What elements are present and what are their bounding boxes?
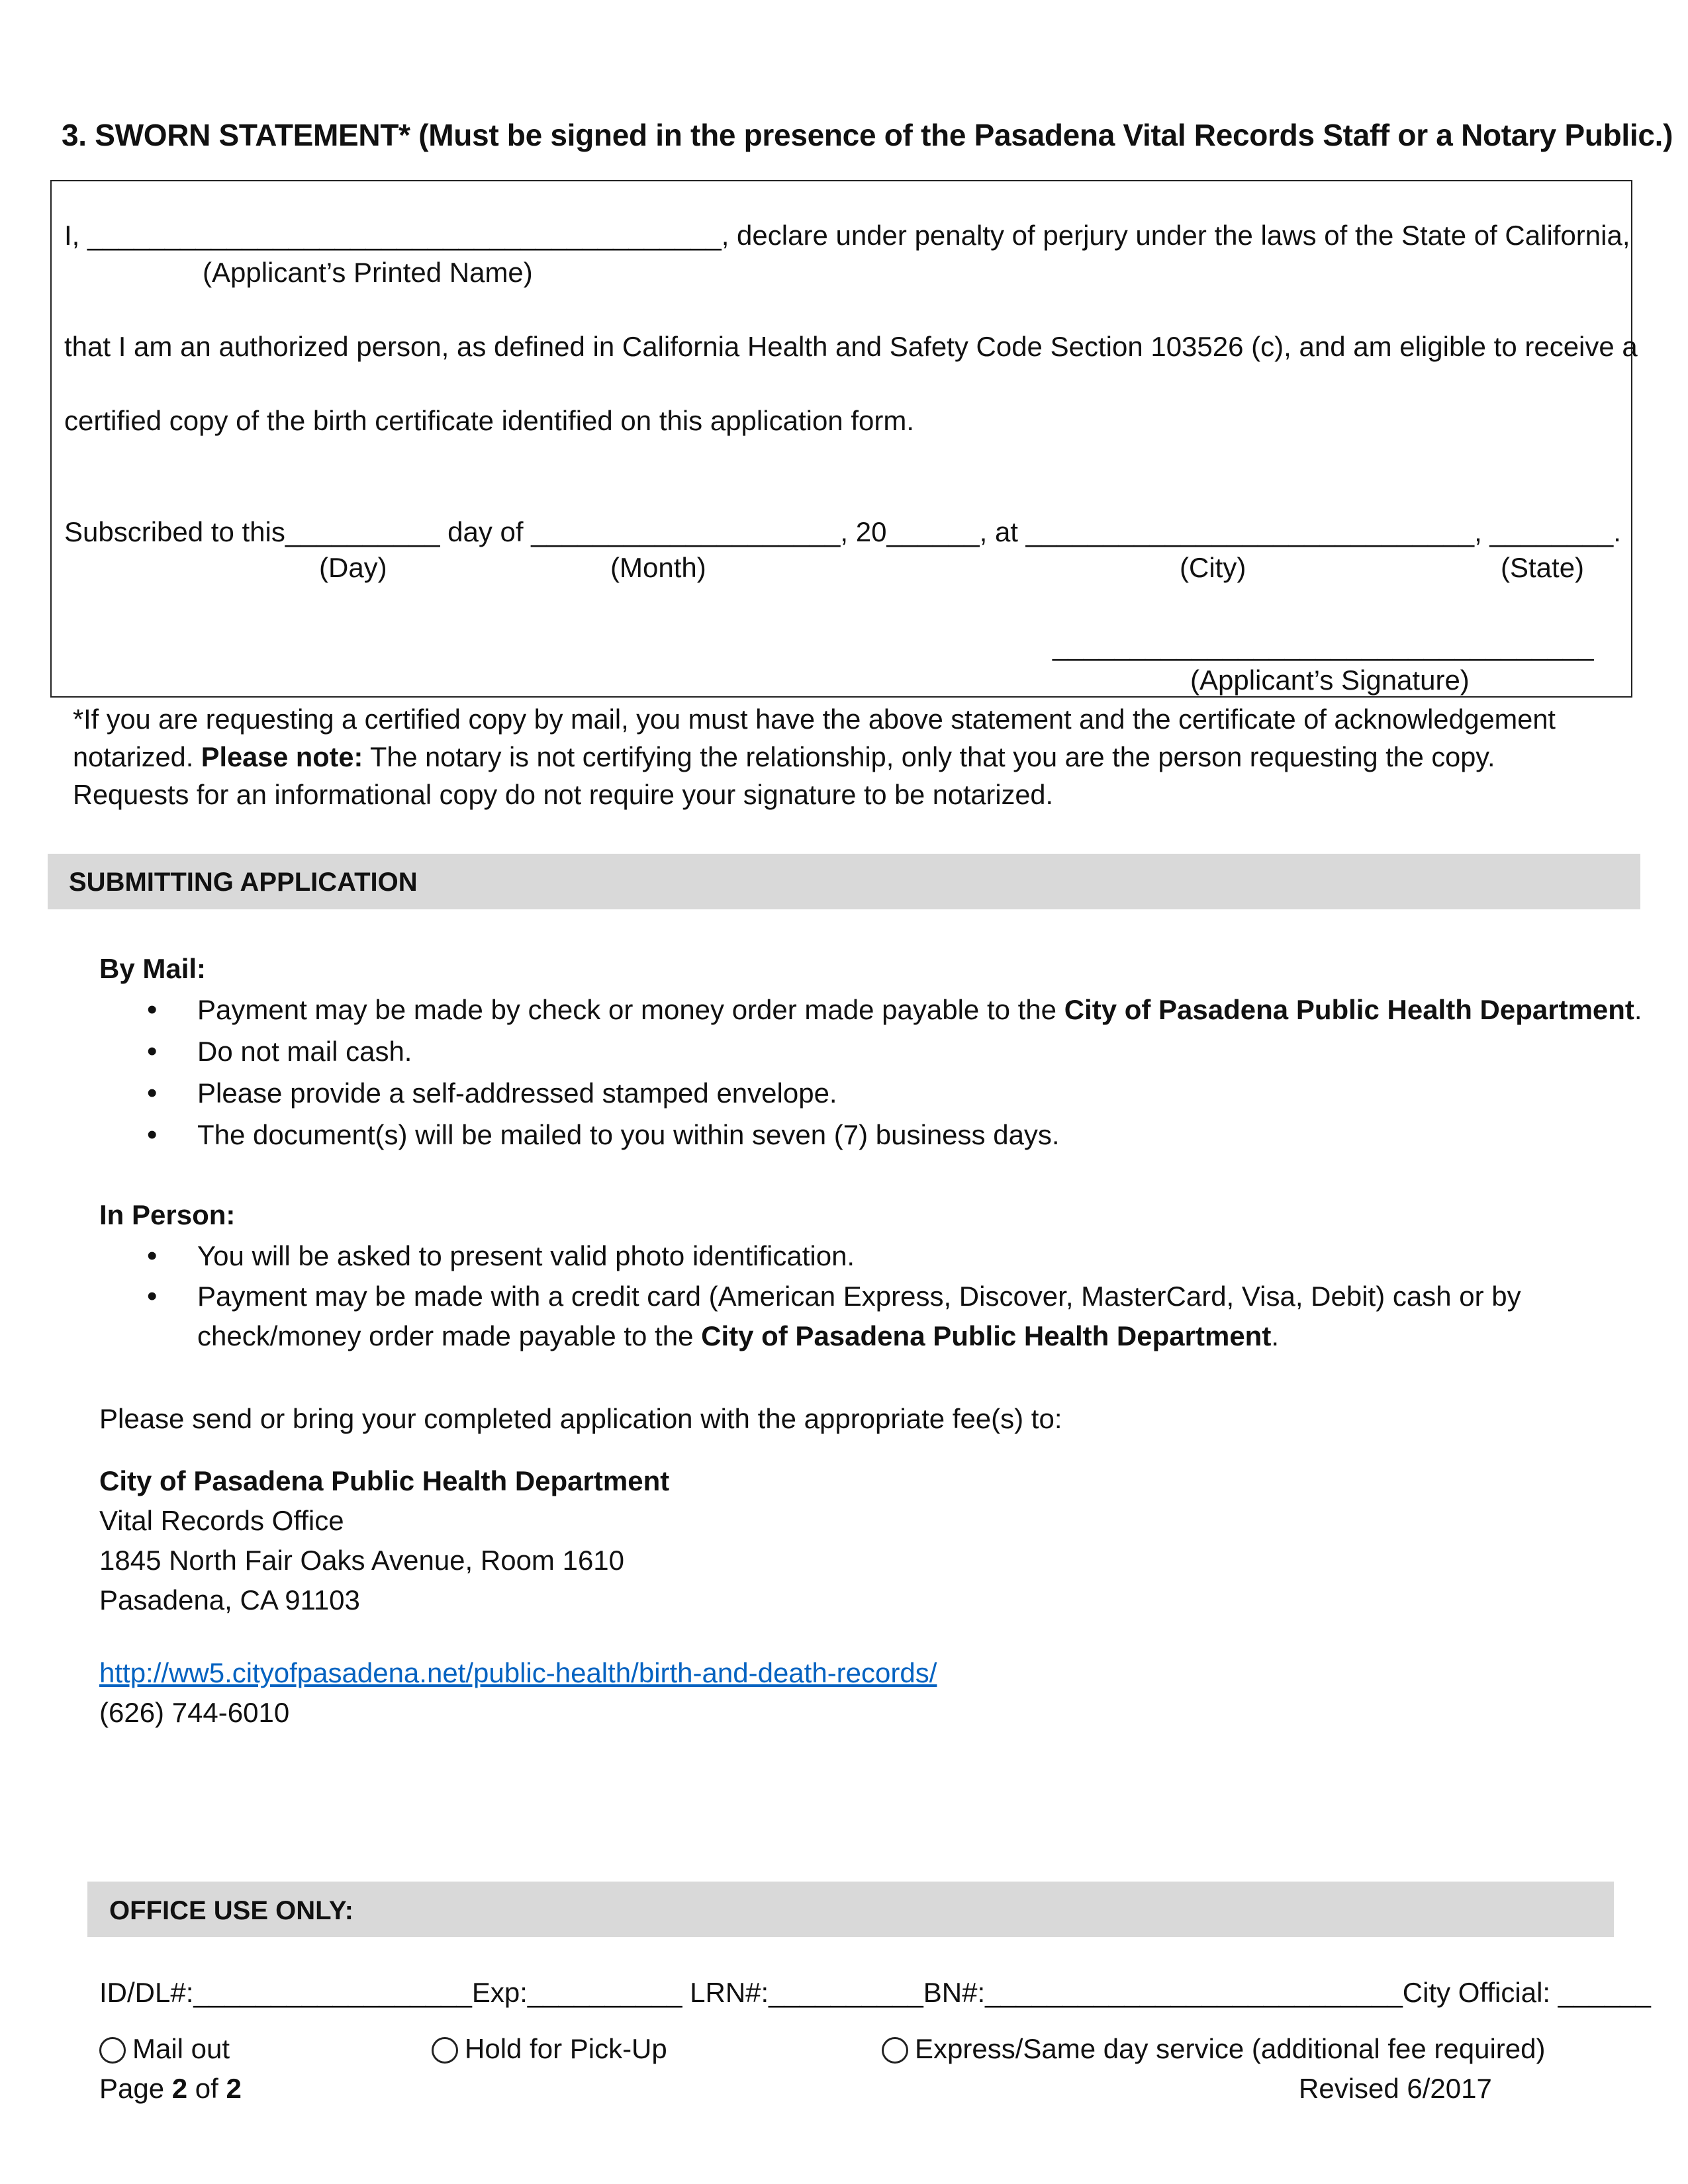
authorized-person-text: that I am an authorized person, as defined in California Health and Safety Code Section 103526 (c), and am eligible to receive a <box>64 331 1638 362</box>
declaration-prefix: I, <box>64 220 80 251</box>
records-website-link[interactable]: http://ww5.cityofpasadena.net/public-health/birth-and-death-records/ <box>99 1657 937 1688</box>
day-of-text: day of <box>440 516 532 547</box>
printed-name-caption: (Applicant’s Printed Name) <box>203 257 533 288</box>
signature-field[interactable]: ___________________________________ <box>1053 630 1594 661</box>
list-item: • Please provide a self-addressed stamped envelope. <box>99 1072 1642 1114</box>
page-number <box>99 2071 242 2107</box>
signature-caption: (Applicant’s Signature) <box>1190 664 1470 696</box>
city-field[interactable]: _____________________________ <box>1025 516 1475 547</box>
by-mail-list <box>99 989 1642 1156</box>
subscribed-line <box>64 515 1621 550</box>
list-item: • The document(s) will be mailed to you within seven (7) business days. <box>99 1114 1642 1156</box>
in-person-heading: In Person: <box>99 1199 236 1230</box>
certified-copy-text: certified copy of the birth certificate identified on this application form. <box>64 405 914 436</box>
comma-text: , <box>1474 516 1490 547</box>
option-label: Mail out <box>132 2033 230 2064</box>
footnote-text-2: The notary is not certifying the relationship, only that you are the person requesting the copy. Requests for an informational copy do not require your signature to be notarized. <box>73 741 1495 810</box>
by-mail-heading: By Mail: <box>99 953 207 984</box>
year-field[interactable]: ______ <box>886 516 980 547</box>
year-prefix: , 20 <box>840 516 887 547</box>
please-note-label: Please note: <box>201 741 363 772</box>
radio-mail-out[interactable] <box>99 2037 126 2064</box>
payee-name: City of Pasadena Public Health Department <box>701 1320 1272 1351</box>
office-fields-line[interactable]: ID/DL#:__________________Exp:__________ LRN#:__________BN#:___________________________City Official: ______ <box>99 1977 1651 2008</box>
send-instructions: Please send or bring your completed application with the appropriate fee(s) to: <box>99 1403 1062 1434</box>
payment-text: Payment may be made by check or money order made payable to the <box>197 994 1064 1025</box>
day-field[interactable]: __________ <box>285 516 440 547</box>
subscribed-prefix: Subscribed to this <box>64 516 285 547</box>
in-person-list <box>99 1235 1523 1356</box>
office-use-title: OFFICE USE ONLY: <box>109 1896 353 1925</box>
revised-date: Revised 6/2017 <box>1299 2073 1492 2104</box>
declaration-line <box>64 218 1630 253</box>
month-field[interactable]: ____________________ <box>531 516 841 547</box>
address-street: 1845 North Fair Oaks Avenue, Room 1610 <box>99 1545 625 1576</box>
state-caption: (State) <box>1501 552 1585 583</box>
period-text: . <box>1271 1320 1279 1351</box>
option-hold-for-pickup[interactable] <box>432 2032 667 2067</box>
footnote-text-1: *If you are requesting a certified copy by mail, you must have the above statement and the certificate of acknowledgement notarized. <box>73 704 1556 772</box>
address-city: Pasadena, CA 91103 <box>99 1584 360 1615</box>
page-total: 2 <box>226 2073 242 2104</box>
option-label: Hold for Pick-Up <box>465 2033 667 2064</box>
page-prefix: Page <box>99 2073 172 2104</box>
list-item: • You will be asked to present valid photo identification. <box>99 1235 1523 1277</box>
period-text: . <box>1613 516 1621 547</box>
address-org: City of Pasadena Public Health Department <box>99 1465 670 1496</box>
sworn-statement-heading: 3. SWORN STATEMENT* (Must be signed in the presence of the Pasadena Vital Records Staff or a Notary Public.) <box>62 118 1673 152</box>
page-of: of <box>187 2073 226 2104</box>
address-office: Vital Records Office <box>99 1505 344 1536</box>
list-item: • Do not mail cash. <box>99 1030 1642 1072</box>
notary-footnote <box>73 700 1615 813</box>
list-item <box>99 1277 1523 1356</box>
period-text: . <box>1634 994 1642 1025</box>
option-express-service[interactable] <box>882 2032 1545 2067</box>
list-item <box>99 989 1642 1030</box>
option-label: Express/Same day service (additional fee required) <box>915 2033 1546 2064</box>
at-text: , at <box>979 516 1026 547</box>
submitting-section-title: SUBMITTING APPLICATION <box>69 868 418 897</box>
radio-express-service[interactable] <box>882 2037 908 2064</box>
printed-name-field[interactable]: _________________________________________ <box>87 220 722 251</box>
declaration-suffix: , declare under penalty of perjury under the laws of the State of California, <box>721 220 1630 251</box>
radio-hold-for-pickup[interactable] <box>432 2037 458 2064</box>
payee-name: City of Pasadena Public Health Department <box>1064 994 1634 1025</box>
page-current: 2 <box>171 2073 188 2104</box>
option-mail-out[interactable] <box>99 2032 230 2067</box>
day-caption: (Day) <box>319 552 387 583</box>
phone-number: (626) 744-6010 <box>99 1697 290 1728</box>
city-caption: (City) <box>1180 552 1246 583</box>
state-field[interactable]: ________ <box>1489 516 1614 547</box>
month-caption: (Month) <box>610 552 706 583</box>
payment-text: Payment may be made with a credit card (American Express, Discover, MasterCard, Visa, Debit) cash or by check/money order made payable to the <box>197 1281 1521 1351</box>
